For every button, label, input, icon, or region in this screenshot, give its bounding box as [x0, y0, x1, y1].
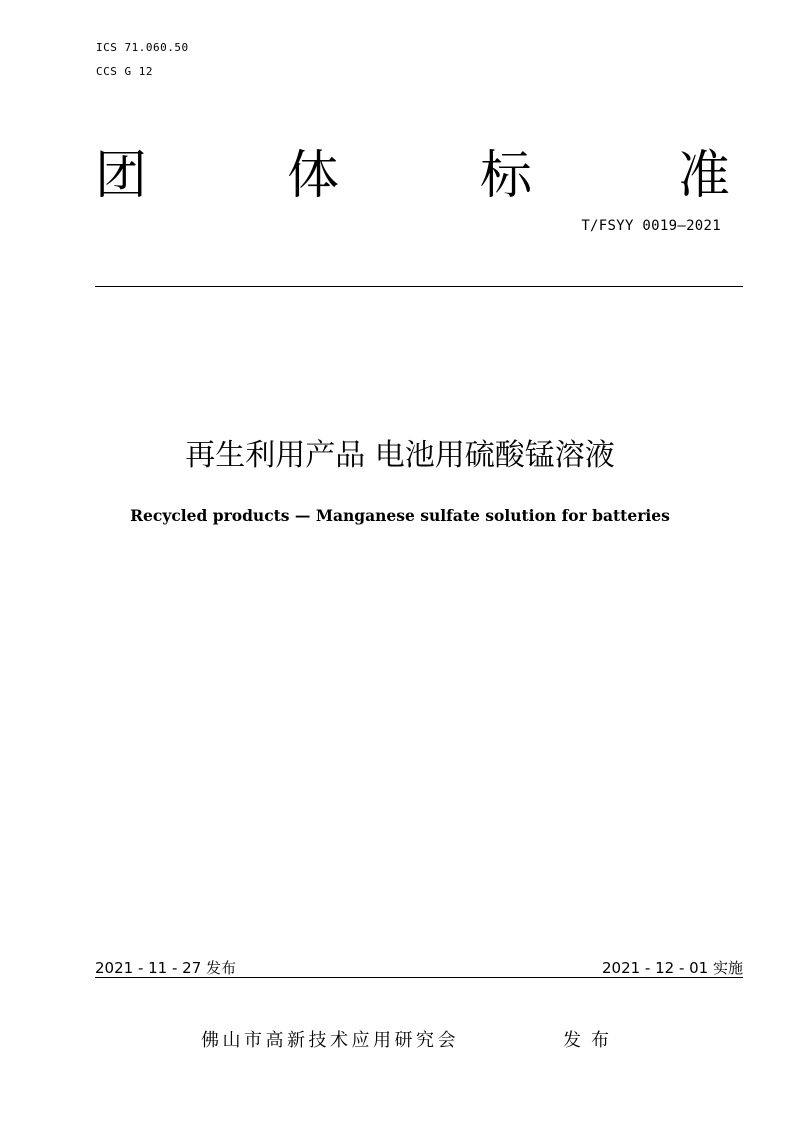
ccs-code: CCS G 12 [96, 65, 153, 78]
issue-date: 2021 - 11 - 27 发布 [95, 959, 237, 977]
publisher-name: 佛山市高新技术应用研究会 [201, 1030, 459, 1051]
document-title-english: Recycled products — Manganese sulfate solution for batteries [130, 506, 670, 525]
standard-type-heading [95, 146, 735, 206]
standard-number: T/FSYY 0019—2021 [581, 218, 721, 234]
standard-type-char-2: 体 [287, 146, 340, 206]
document-title-chinese: 再生利用产品 电池用硫酸锰溶液 [185, 438, 615, 473]
publish-label: 发布 [563, 1030, 619, 1051]
implementation-date: 2021 - 12 - 01 实施 [601, 959, 743, 977]
ics-code: ICS 71.060.50 [96, 41, 189, 54]
standard-type-char-1: 团 [95, 146, 148, 206]
bottom-divider [95, 977, 743, 978]
standard-type-char-4: 准 [678, 146, 731, 206]
top-divider [95, 286, 743, 287]
standard-type-char-3: 标 [480, 146, 533, 206]
